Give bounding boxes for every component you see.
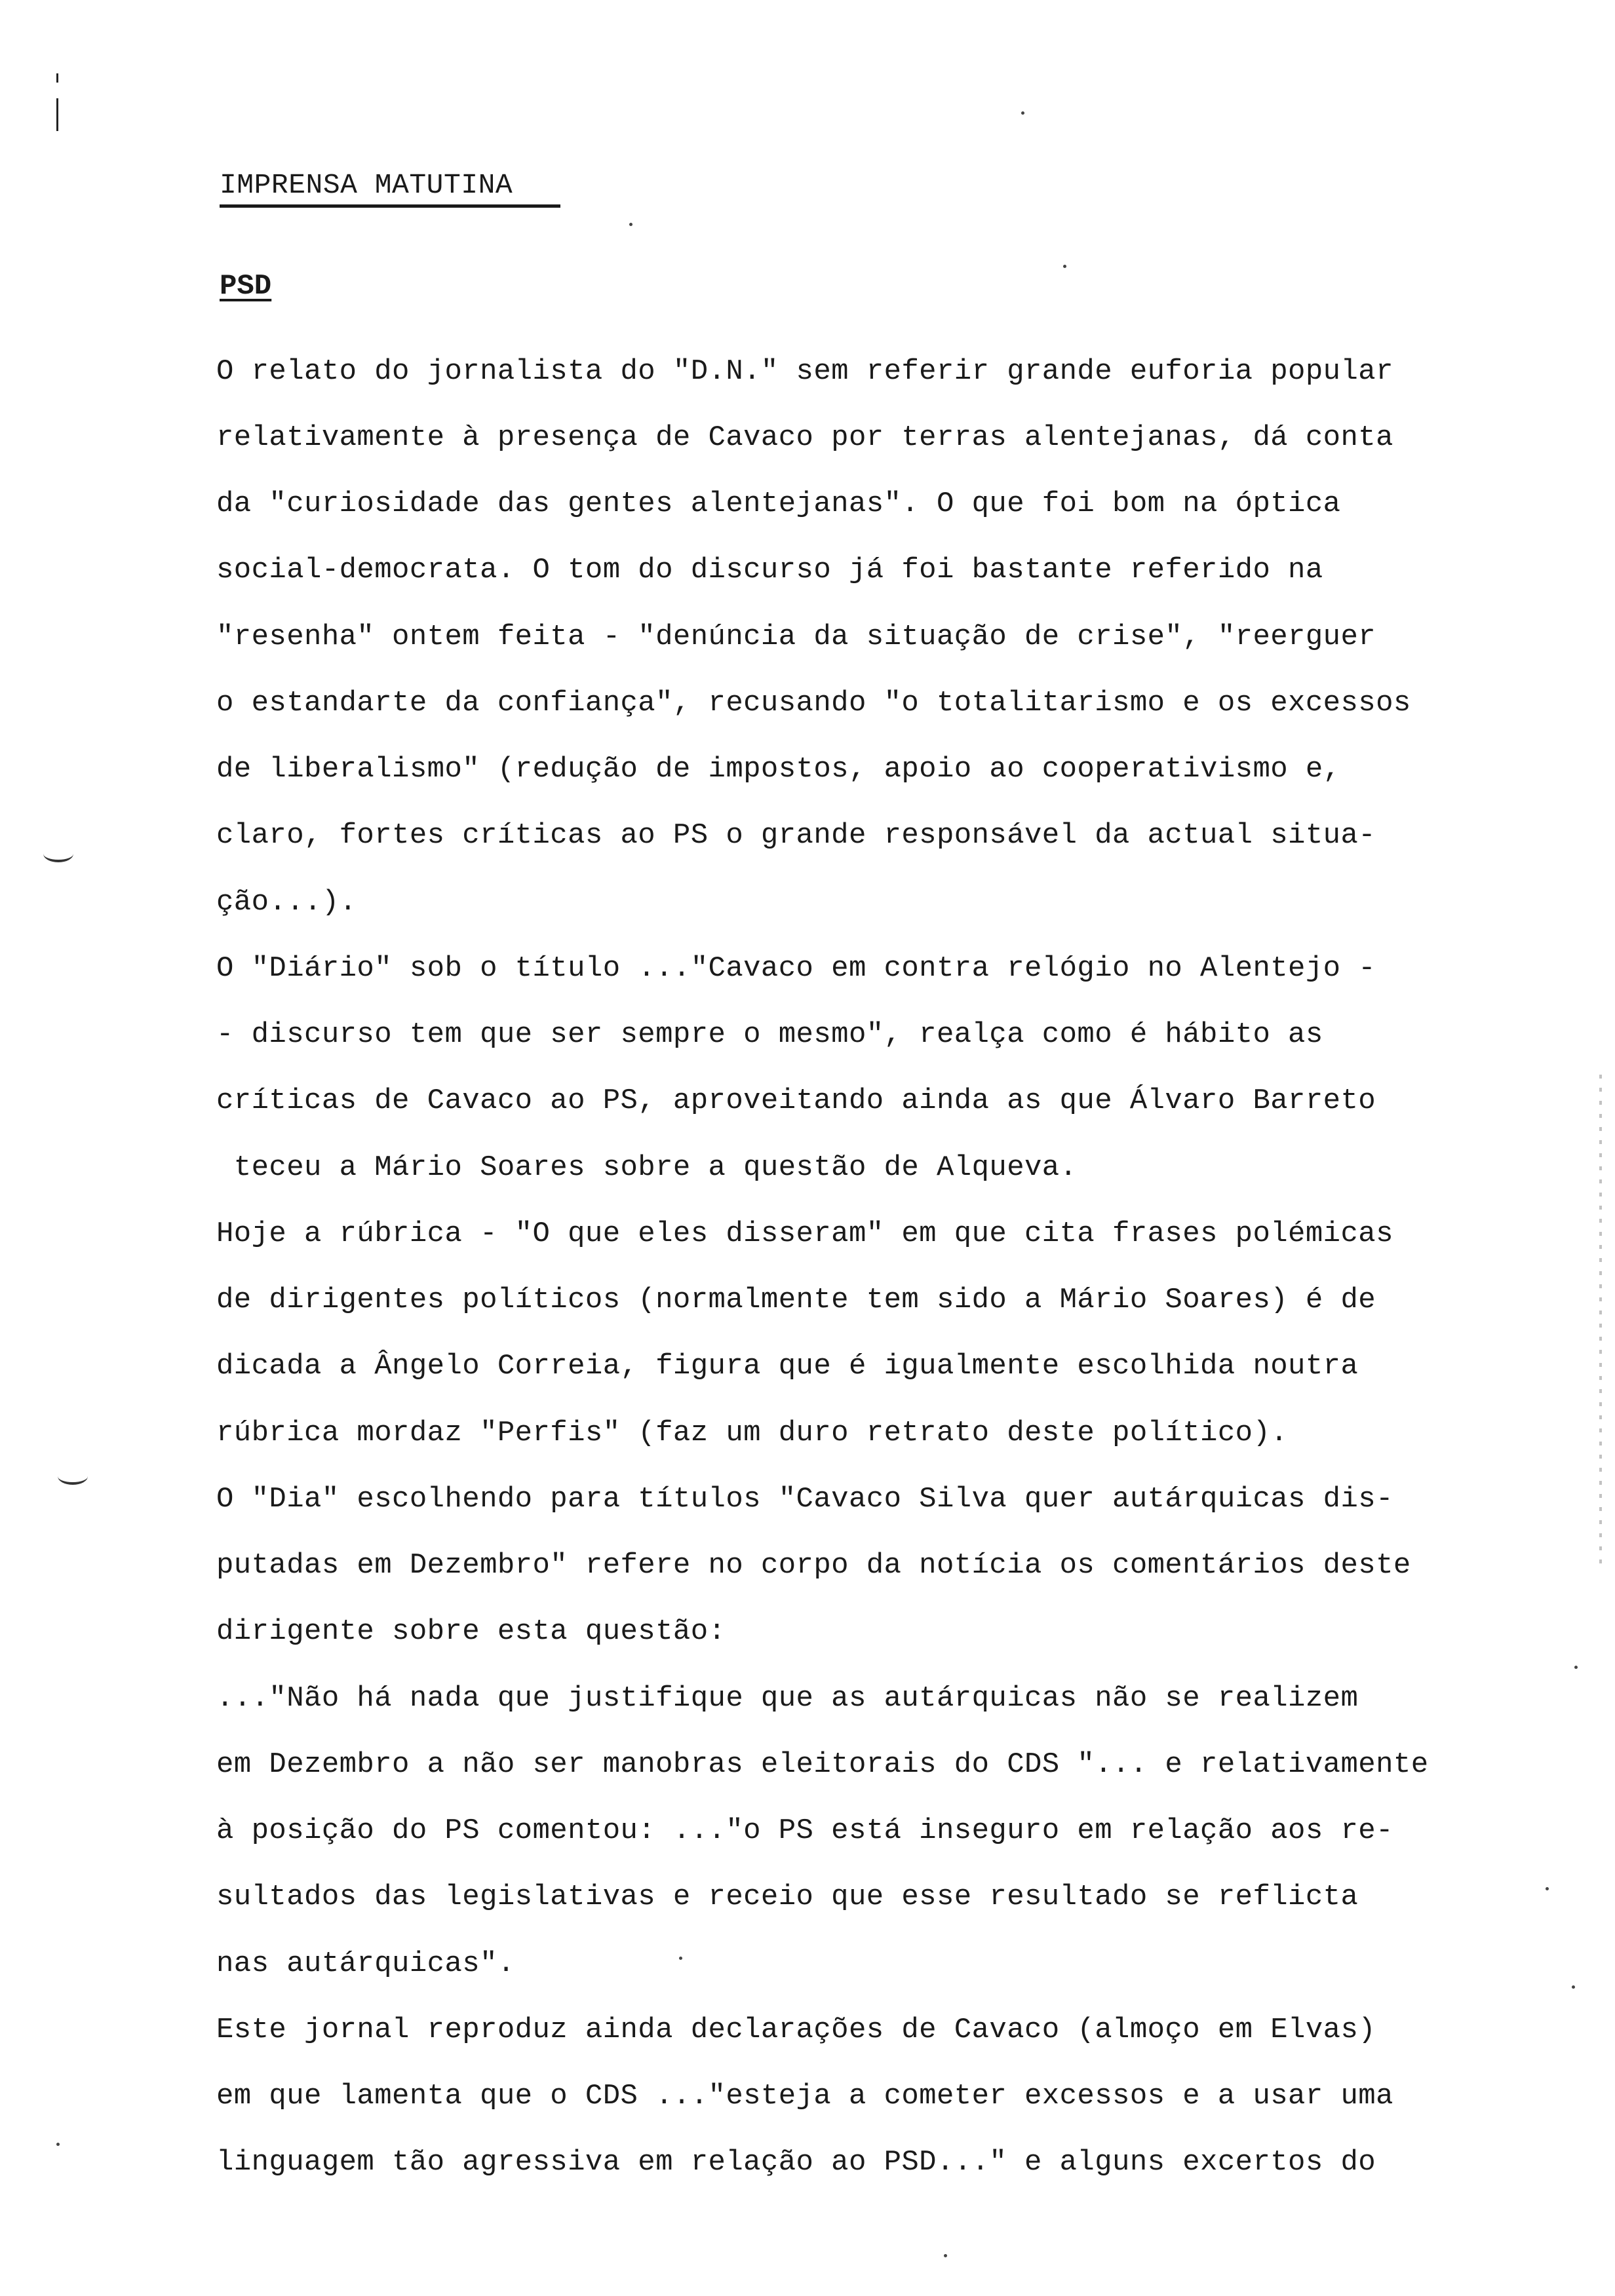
text-line: críticas de Cavaco ao PS, aproveitando ainda as que Álvaro Barreto bbox=[216, 1084, 1376, 1117]
text-line: O relato do jornalista do "D.N." sem referir grande euforia popular bbox=[216, 355, 1393, 388]
document-heading: IMPRENSA MATUTINA bbox=[220, 169, 513, 201]
text-line: - discurso tem que ser sempre o mesmo", realça como é hábito as bbox=[216, 1018, 1323, 1051]
text-line: claro, fortes críticas ao PS o grande responsável da actual situa- bbox=[216, 819, 1376, 852]
text-line: da "curiosidade das gentes alentejanas". O que foi bom na óptica bbox=[216, 488, 1341, 520]
text-line: ..."Não há nada que justifique que as autárquicas não se realizem bbox=[216, 1682, 1359, 1715]
heading-underline bbox=[220, 204, 560, 208]
text-line: o estandarte da confiança", recusando "o totalitarismo e os excessos bbox=[216, 687, 1411, 719]
scan-edge-specks bbox=[1599, 1075, 1602, 1573]
scan-speck bbox=[1574, 1666, 1578, 1669]
text-line: sultados das legislativas e receio que esse resultado se reflicta bbox=[216, 1881, 1359, 1913]
text-line: rúbrica mordaz "Perfis" (faz um duro retrato deste político). bbox=[216, 1417, 1289, 1449]
margin-mark bbox=[56, 73, 58, 83]
text-line: putadas em Dezembro" refere no corpo da notícia os comentários deste bbox=[216, 1549, 1411, 1582]
scan-speck bbox=[1021, 111, 1024, 115]
text-line: em que lamenta que o CDS ..."esteja a cometer excessos e a usar uma bbox=[216, 2080, 1393, 2113]
text-line: O "Dia" escolhendo para títulos "Cavaco Silva quer autárquicas dis- bbox=[216, 1483, 1393, 1516]
text-line: ção...). bbox=[216, 886, 357, 919]
scan-speck bbox=[679, 1957, 682, 1960]
scan-speck bbox=[944, 2254, 947, 2257]
text-line: dicada a Ângelo Correia, figura que é igualmente escolhida noutra bbox=[216, 1350, 1359, 1383]
text-line: linguagem tão agressiva em relação ao PSD..." e alguns excertos do bbox=[216, 2146, 1376, 2179]
text-line: nas autárquicas". bbox=[216, 1947, 515, 1980]
scan-speck bbox=[1546, 1887, 1549, 1890]
text-line: social-democrata. O tom do discurso já foi bastante referido na bbox=[216, 554, 1323, 586]
text-line: em Dezembro a não ser manobras eleitorais do CDS "... e relativamente bbox=[216, 1748, 1429, 1781]
scan-speck bbox=[1063, 265, 1066, 268]
text-line: à posição do PS comentou: ..."o PS está inseguro em relação aos re- bbox=[216, 1814, 1393, 1847]
margin-arc bbox=[43, 845, 73, 862]
margin-mark bbox=[56, 98, 58, 131]
section-title: PSD bbox=[220, 270, 272, 303]
scan-speck bbox=[629, 223, 632, 226]
text-line: Este jornal reproduz ainda declarações de Cavaco (almoço em Elvas) bbox=[216, 2014, 1376, 2046]
text-line: de liberalismo" (redução de impostos, apoio ao cooperativismo e, bbox=[216, 753, 1341, 786]
text-line: Hoje a rúbrica - "O que eles disseram" em que cita frases polémicas bbox=[216, 1217, 1393, 1250]
scan-speck bbox=[1572, 1985, 1575, 1989]
text-line: teceu a Mário Soares sobre a questão de Alqueva. bbox=[216, 1151, 1078, 1184]
text-line: de dirigentes políticos (normalmente tem sido a Mário Soares) é de bbox=[216, 1284, 1376, 1316]
text-line: O "Diário" sob o título ..."Cavaco em contra relógio no Alentejo - bbox=[216, 952, 1376, 985]
scan-speck bbox=[56, 2143, 60, 2146]
margin-arc bbox=[58, 1468, 88, 1485]
text-line: dirigente sobre esta questão: bbox=[216, 1615, 726, 1648]
text-line: relativamente à presença de Cavaco por terras alentejanas, dá conta bbox=[216, 421, 1393, 454]
text-line: "resenha" ontem feita - "denúncia da situação de crise", "reerguer bbox=[216, 621, 1376, 653]
